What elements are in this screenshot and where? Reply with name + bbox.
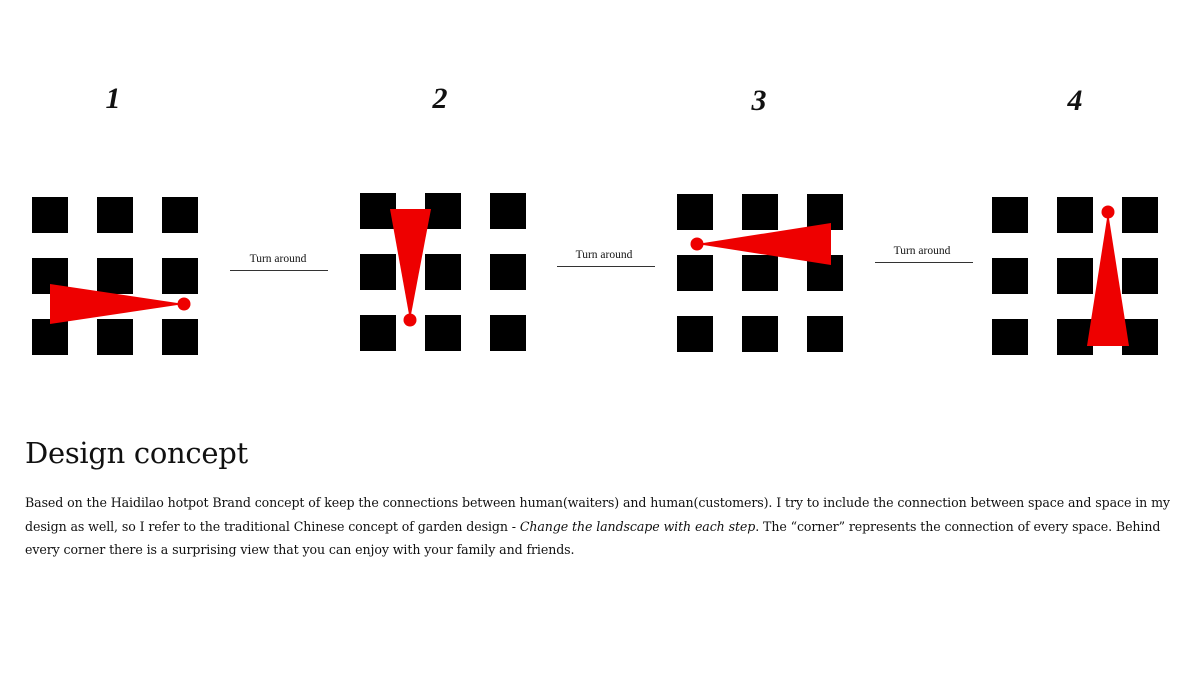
block: [97, 319, 133, 355]
block: [1122, 197, 1158, 233]
viewer-dot-3: [691, 238, 704, 251]
block: [1057, 258, 1093, 294]
block: [360, 315, 396, 351]
block: [677, 194, 713, 230]
block: [32, 197, 68, 233]
viewer-dot-2: [404, 314, 417, 327]
block: [992, 197, 1028, 233]
section-title: Design concept: [25, 436, 248, 470]
paragraph-text-end: . The “corner” represents the connection of every space. Behind every corner there is a surprising view that you can enjoy with your family and friends.: [25, 518, 1161, 557]
block: [360, 254, 396, 290]
block: [742, 316, 778, 352]
connector-line-1: [230, 270, 328, 271]
panel-4: [992, 197, 1158, 355]
block: [425, 315, 461, 351]
panel-3: [677, 194, 843, 352]
block: [162, 319, 198, 355]
block: [490, 315, 526, 351]
block-grid-2: [360, 193, 526, 351]
block: [1057, 197, 1093, 233]
block: [807, 316, 843, 352]
block: [992, 258, 1028, 294]
panel-1: [32, 197, 198, 355]
paragraph-emphasis: Change the landscape with each step: [519, 518, 756, 534]
connector-line-2: [557, 266, 655, 267]
block: [32, 319, 68, 355]
block: [992, 319, 1028, 355]
block: [162, 258, 198, 294]
step-number-2: 2: [432, 82, 448, 115]
connector-line-3: [875, 262, 973, 263]
block: [97, 197, 133, 233]
viewer-dot-1: [178, 298, 191, 311]
step-number-4: 4: [1067, 84, 1083, 117]
step-number-3: 3: [751, 84, 767, 117]
block: [425, 254, 461, 290]
paragraph-text-start: Based on the Haidilao hotpot Brand concept of keep the connections between human(waiters) and human(customers). I try to include the connection between space and space in my design as well, so I refer to the traditional Chinese concept of garden design -: [25, 495, 1170, 534]
block-grid-4: [992, 197, 1158, 355]
block: [742, 255, 778, 291]
block: [1122, 258, 1158, 294]
step-number-1: 1: [105, 82, 121, 115]
block: [677, 255, 713, 291]
block-grid-1: [32, 197, 198, 355]
block: [490, 254, 526, 290]
concept-paragraph: [25, 491, 1175, 562]
block: [1057, 319, 1093, 355]
connector-label-3: Turn around: [893, 245, 951, 257]
block: [97, 258, 133, 294]
block: [677, 316, 713, 352]
view-cone-2: [390, 209, 431, 320]
connector-label-1: Turn around: [249, 253, 307, 265]
block: [742, 194, 778, 230]
connector-label-2: Turn around: [575, 249, 633, 261]
block: [162, 197, 198, 233]
block: [490, 193, 526, 229]
panel-2: [360, 193, 526, 351]
block-grid-3: [677, 194, 843, 352]
viewer-dot-4: [1102, 206, 1115, 219]
